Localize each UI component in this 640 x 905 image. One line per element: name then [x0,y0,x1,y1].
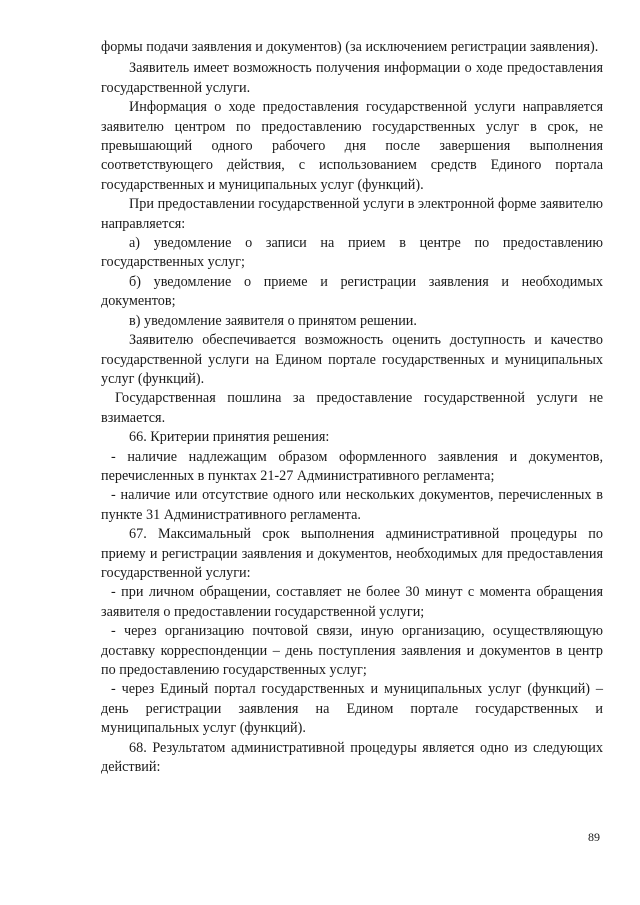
paragraph-67: 67. Максимальный срок выполнения административной процедуры по приему и регистрации заявления и документов, необходимых для предоставления государственной услуги: [101,526,603,581]
term-item-portal: - через Единый портал государственных и муниципальных услуг (функций) – день регистрации заявления на Едином портале государственных и муниципальных услуг (функций). [101,681,603,737]
paragraph-68: 68. Результатом административной процедуры является одно из следующих действий: [101,739,603,776]
paragraph-applicant-info: Заявитель имеет возможность получения информации о ходе предоставления государственной услуги. [101,60,603,96]
paragraph-continuation: формы подачи заявления и документов) (за исключением регистрации заявления). [101,39,599,55]
criteria-item-1: - наличие надлежащим образом оформленного заявления и документов, перечисленных в пунктах 21-27 Административного регламента; [101,448,603,484]
paragraph-electronic-form: При предоставлении государственной услуги в электронной форме заявителю направляется: [101,196,603,232]
body-text [101,38,603,777]
paragraph-state-fee: Государственная пошлина за предоставление государственной услуги не взимается. [101,390,603,426]
paragraph-quality-rating: Заявителю обеспечивается возможность оценить доступность и качество государственной услуги на Едином портале государственных и муниципальных услуг (функций). [101,332,603,387]
page-number: 89 [588,830,600,844]
list-item-b: б) уведомление о приеме и регистрации заявления и необходимых документов; [101,273,603,310]
list-item-a: а) уведомление о записи на прием в центре по предоставлению государственных услуг; [101,235,603,271]
list-item-c: в) уведомление заявителя о принятом решении. [129,312,417,329]
paragraph-info-sent: Информация о ходе предоставления государственной услуги направляется заявителю центром по предоставлению государственных услуг в срок, не превышающий одного рабочего дня после завершения выполнения соответствующего действия, с использованием средств Единого портала государственных и муниципальных услуг (функций). [101,99,603,193]
criteria-item-2: - наличие или отсутствие одного или нескольких документов, перечисленных в пункте 31 Административного регламента. [101,487,603,523]
heading-66: 66. Критерии принятия решения: [129,429,330,446]
term-item-personal: - при личном обращении, составляет не более 30 минут с момента обращения заявителя о предоставлении государственной услуги; [101,584,603,620]
term-item-post: - через организацию почтовой связи, иную организацию, осуществляющую доставку корреспонденции – день поступления заявления и документов в центр по предоставлению государственных услуг; [101,623,603,678]
